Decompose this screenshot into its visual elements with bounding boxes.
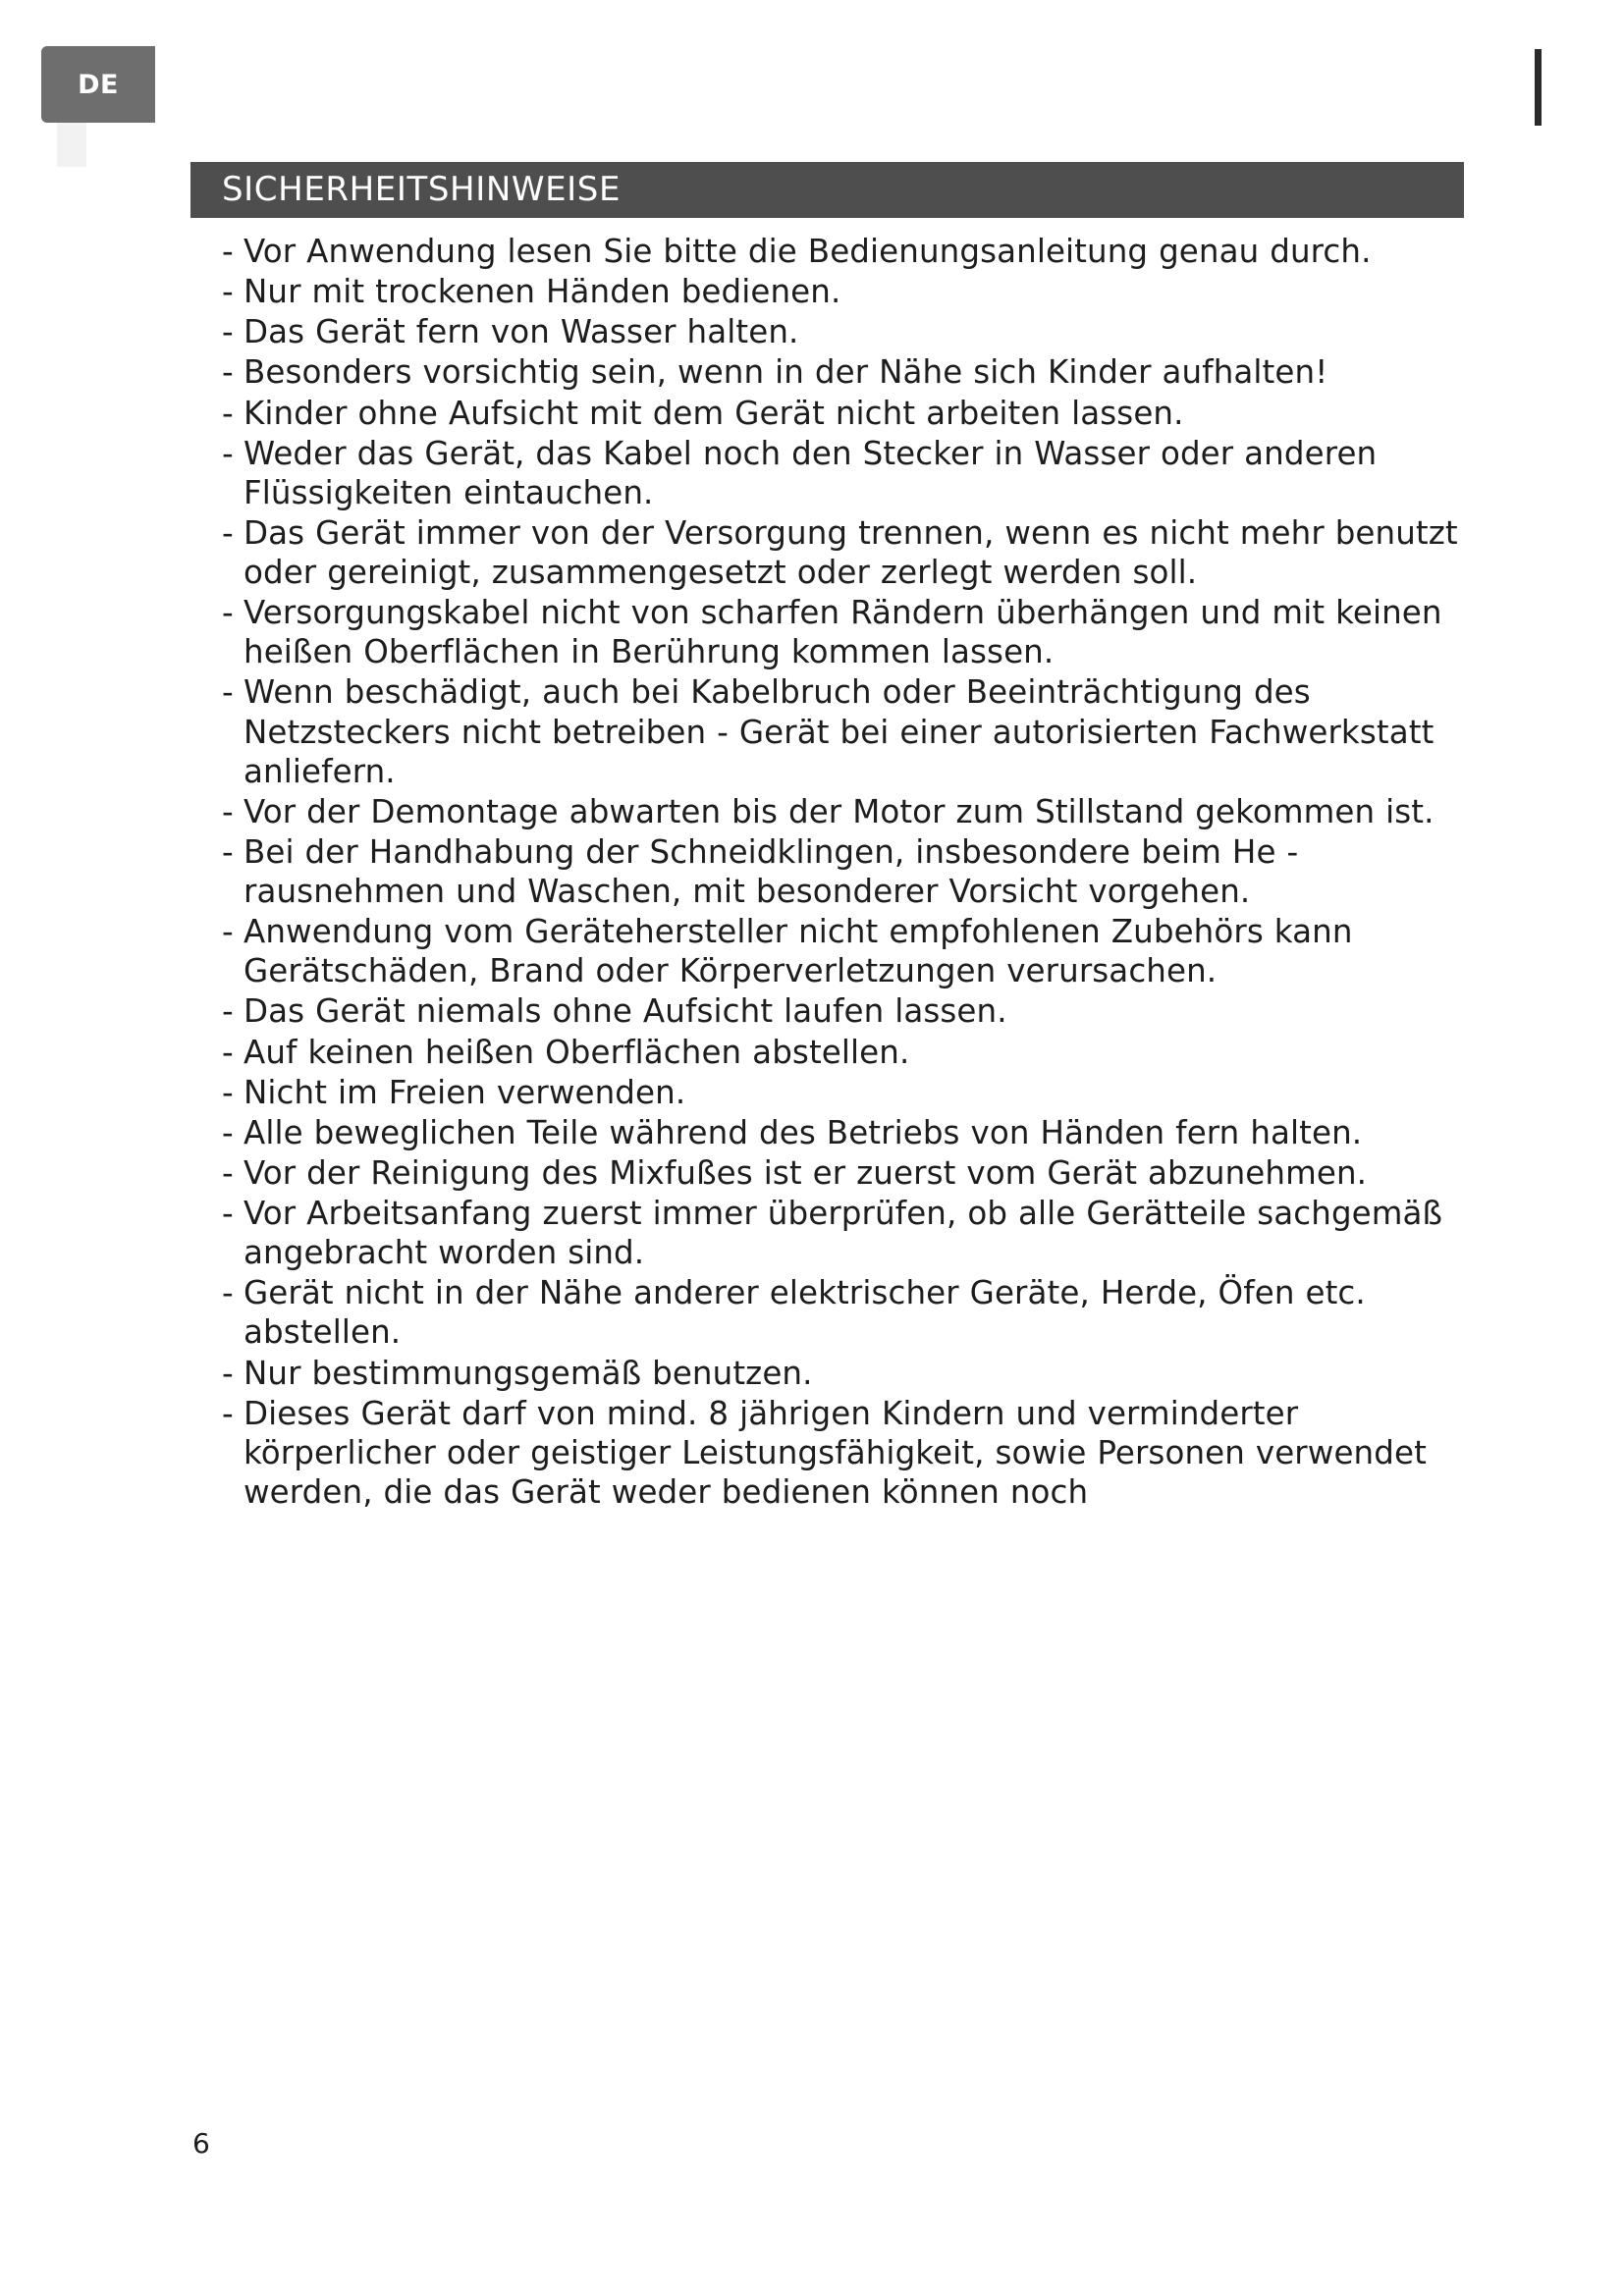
list-item [222, 272, 1473, 311]
list-item-text: Anwendung vom Gerätehersteller nicht empfohlenen Zubehörs kann Gerätschäden, Brand oder Körperverletzungen verursachen. [244, 913, 1353, 990]
bullet-marker: - [222, 1033, 234, 1071]
bullet-marker: - [222, 353, 234, 392]
list-item [222, 991, 1473, 1031]
bullet-marker: - [222, 233, 234, 270]
bullet-marker: - [222, 1195, 234, 1232]
list-item-text: Weder das Gerät, das Kabel noch den Stecker in Wasser oder anderen Flüssigkeiten eintauchen. [244, 434, 1378, 511]
bullet-marker: - [222, 1274, 234, 1312]
bullet-marker: - [222, 313, 234, 351]
left-edge-strip [57, 123, 86, 167]
list-item [222, 1033, 1473, 1072]
list-item [222, 513, 1473, 592]
language-tab [41, 46, 155, 123]
top-right-rule [1535, 49, 1542, 126]
list-item [222, 1194, 1473, 1272]
list-item-text: Wenn beschädigt, auch bei Kabelbruch oder Beeinträchtigung des Netzsteckers nicht betreiben - Gerät bei einer autorisierten Fachwerkstatt anliefern. [244, 673, 1435, 790]
list-item [222, 832, 1473, 911]
language-tab-label: DE [78, 69, 119, 100]
list-item-text: Besonders vorsichtig sein, wenn in der Nähe sich Kinder aufhalten! [244, 353, 1328, 392]
list-item [222, 352, 1473, 392]
safety-instructions-list [196, 232, 1473, 1512]
bullet-marker: - [222, 673, 234, 712]
bullet-marker: - [222, 792, 234, 830]
list-item [222, 394, 1473, 433]
list-item-text: Nicht im Freien verwenden. [244, 1073, 686, 1111]
bullet-marker: - [222, 1354, 234, 1392]
list-item [222, 593, 1473, 671]
page-number: 6 [192, 2127, 210, 2160]
section-heading: SICHERHEITSHINWEISE [190, 162, 1464, 218]
bullet-marker: - [222, 1394, 234, 1432]
list-item-text: Kinder ohne Aufsicht mit dem Gerät nicht arbeiten lassen. [244, 394, 1184, 432]
bullet-marker: - [222, 832, 234, 871]
list-item [222, 792, 1473, 831]
list-item-text: Vor Arbeitsanfang zuerst immer überprüfen, ob alle Gerätteile sachgemäß angebracht worden sind. [244, 1195, 1443, 1272]
list-item-text: Gerät nicht in der Nähe anderer elektrischer Geräte, Herde, Öfen etc. abstellen. [244, 1274, 1366, 1352]
list-item-text: Vor Anwendung lesen Sie bitte die Bedienungsanleitung genau durch. [244, 233, 1372, 270]
list-item [222, 672, 1473, 790]
bullet-marker: - [222, 1073, 234, 1111]
bullet-marker: - [222, 913, 234, 951]
list-item [222, 232, 1473, 271]
list-item [222, 434, 1473, 512]
bullet-marker: - [222, 273, 234, 311]
bullet-marker: - [222, 513, 234, 552]
list-item-text: Dieses Gerät darf von mind. 8 jährigen Kindern und verminderter körperlicher oder geistiger Leistungsfähigkeit, sowie Personen verwendet werden, die das Gerät weder bedienen können noch [244, 1394, 1427, 1511]
bullet-marker: - [222, 992, 234, 1031]
list-item [222, 1113, 1473, 1152]
list-item-text: Bei der Handhabung der Schneidklingen, insbesondere beim He - rausnehmen und Waschen, mit besonderer Vorsicht vorgehen. [244, 832, 1299, 910]
list-item-text: Das Gerät niemals ohne Aufsicht laufen lassen. [244, 992, 1007, 1031]
list-item-text: Das Gerät immer von der Versorgung trennen, wenn es nicht mehr benutzt oder gereinigt, zusammengesetzt oder zerlegt werden soll. [244, 513, 1458, 591]
bullet-marker: - [222, 434, 234, 472]
list-item-text: Auf keinen heißen Oberflächen abstellen. [244, 1033, 910, 1071]
list-item [222, 1153, 1473, 1193]
list-item-text: Versorgungskabel nicht von scharfen Rändern überhängen und mit keinen heißen Oberflächen in Berührung kommen lassen. [244, 594, 1442, 671]
list-item-text: Alle beweglichen Teile während des Betriebs von Händen fern halten. [244, 1113, 1363, 1151]
list-item-text: Vor der Demontage abwarten bis der Motor zum Stillstand gekommen ist. [244, 792, 1435, 830]
list-item [222, 1354, 1473, 1393]
list-item-text: Das Gerät fern von Wasser halten. [244, 313, 799, 351]
page-content [196, 162, 1473, 1513]
bullet-marker: - [222, 1113, 234, 1151]
list-item-text: Nur mit trockenen Händen bedienen. [244, 273, 841, 311]
list-item [222, 312, 1473, 351]
bullet-marker: - [222, 594, 234, 632]
list-item [222, 1073, 1473, 1112]
list-item [222, 1273, 1473, 1352]
list-item [222, 1394, 1473, 1512]
list-item [222, 912, 1473, 990]
list-item-text: Vor der Reinigung des Mixfußes ist er zuerst vom Gerät abzunehmen. [244, 1153, 1368, 1192]
bullet-marker: - [222, 1153, 234, 1192]
bullet-marker: - [222, 394, 234, 432]
list-item-text: Nur bestimmungsgemäß benutzen. [244, 1354, 813, 1392]
